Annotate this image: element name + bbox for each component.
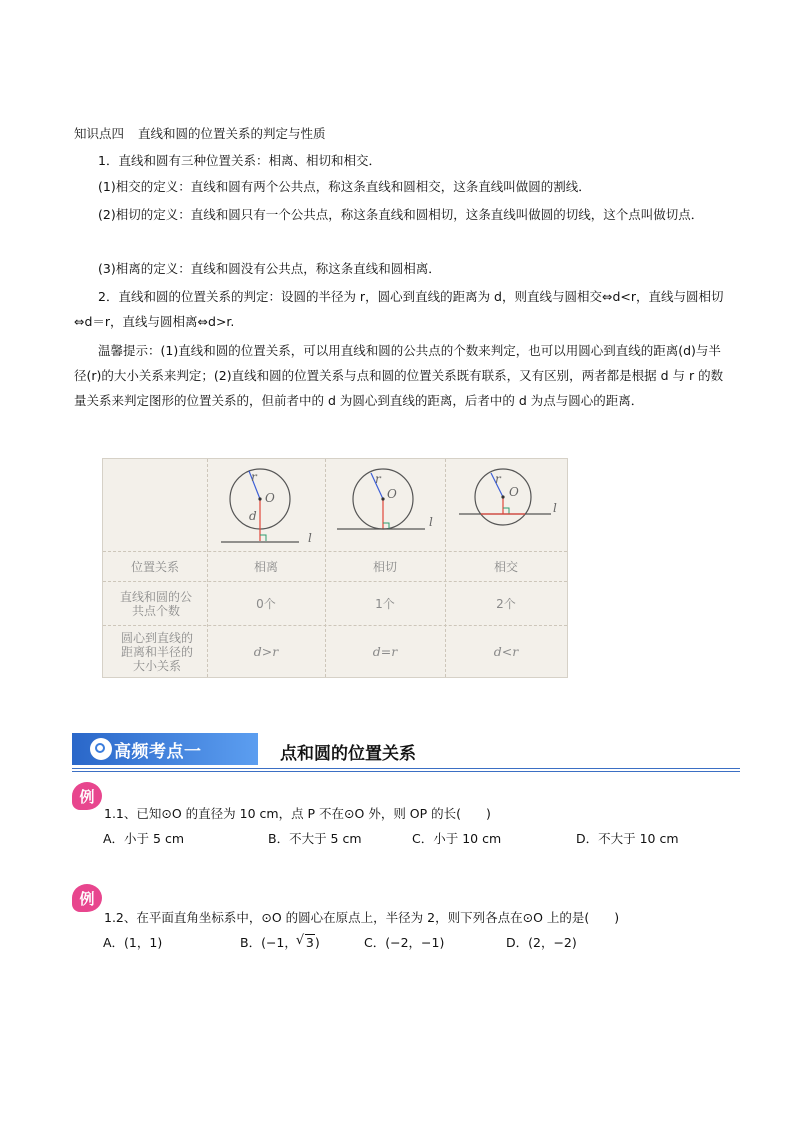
diagram-separate <box>213 463 323 549</box>
label-d-1: d <box>249 509 257 523</box>
relation-separate: 相离 <box>253 559 278 574</box>
section-title: 直线和圆的位置关系的判定与性质 <box>138 126 326 141</box>
example-1-option-b: B．不大于 5 cm <box>268 831 362 846</box>
label-o-3: O <box>509 485 519 499</box>
example-2-option-c: C．(−2，−1) <box>364 935 445 950</box>
relation-intersect: 相交 <box>493 559 518 574</box>
label-r-3: r <box>495 472 501 486</box>
points-tangent: 1个 <box>375 596 395 611</box>
paragraph-3: (2)相切的定义：直线和圆只有一个公共点，称这条直线和圆相切，这条直线叫做圆的切线，这个点叫做切点． <box>98 207 704 222</box>
paragraph-6: 温馨提示：(1)直线和圆的位置关系，可以用直线和圆的公共点的个数来判定，也可以用圆心到直线的距离(d)与半径(r)的大小关系来判定；(2)直线和圆的位置关系与点和圆的位置关系既有联系，又有区别，两者都是根据 d 与 r 的数量关系来判定图形的位置关系的，但前者中的 d 为圆心到直线的距离，后者中的 d 为点与圆心的距离． <box>74 343 724 408</box>
example-1-option-c: C．小于 10 cm <box>412 831 502 846</box>
topic-banner <box>72 730 740 772</box>
paragraph-4: (3)相离的定义：直线和圆没有公共点，称这条直线和圆相离． <box>98 261 441 276</box>
paragraph-5: 2．直线和圆的位置关系的判定：设圆的半径为 r，圆心到直线的距离为 d，则直线与圆相交⇔d<r，直线与圆相切⇔d＝r，直线与圆相离⇔d>r. <box>74 289 724 329</box>
example-badge-2: 例 <box>72 884 102 912</box>
banner-tag <box>72 733 258 765</box>
diagram-tangent <box>331 463 441 549</box>
paragraph-1: 1．直线和圆有三种位置关系：相离、相切和相交． <box>98 153 381 168</box>
row-header-relation: 位置关系 <box>130 559 179 574</box>
line-circle-figure <box>102 458 568 678</box>
section-label: 知识点四 <box>74 126 125 141</box>
sqrt-symbol <box>297 935 315 950</box>
paragraph-2: (1)相交的定义：直线和圆有两个公共点，称这条直线和圆相交，这条直线叫做圆的割线． <box>98 179 591 194</box>
label-l-2: l <box>429 515 433 529</box>
points-intersect: 2个 <box>496 596 516 611</box>
example-2-option-b-radicand: 3 <box>305 935 314 950</box>
example-2-option-d: D．(2，−2) <box>506 935 577 950</box>
compare-tangent: d=r <box>372 644 398 659</box>
example-1-option-d: D．不大于 10 cm <box>576 831 679 846</box>
label-l-3: l <box>553 501 557 515</box>
row-header-points: 直线和圆的公共点个数 <box>119 589 192 618</box>
example-badge-1: 例 <box>72 782 102 810</box>
example-1-option-a: A．小于 5 cm <box>103 831 184 846</box>
row-header-compare: 圆心到直线的距离和半径的大小关系 <box>120 631 193 673</box>
example-2-option-a: A．(1，1) <box>103 935 163 950</box>
label-o-2: O <box>387 487 397 501</box>
diagram-intersect <box>451 463 567 549</box>
label-r-2: r <box>375 472 381 486</box>
compare-separate: d>r <box>253 644 279 659</box>
example-1-question: 1.1、已知⊙O 的直径为 10 cm，点 P 不在⊙O 外，则 OP 的长( ) <box>104 806 491 821</box>
banner-tag-text: 高频考点一 <box>114 741 202 762</box>
label-l-1: l <box>308 531 312 545</box>
example-2-option-b <box>240 933 320 951</box>
example-2-question: 1.2、在平面直角坐标系中，⊙O 的圆心在原点上，半径为 2，则下列各点在⊙O 上的是( ) <box>104 910 620 925</box>
example-2-option-b-close: ) <box>314 935 320 950</box>
compare-intersect: d<r <box>493 644 519 659</box>
example-2-option-b-start: B．(−1， <box>240 935 297 950</box>
label-r-1: r <box>251 470 257 484</box>
section-heading <box>74 124 326 142</box>
banner-title: 点和圆的位置关系 <box>280 744 416 764</box>
magnifier-icon <box>90 738 112 760</box>
points-separate: 0个 <box>256 596 276 611</box>
label-o-1: O <box>265 491 275 505</box>
relation-tangent: 相切 <box>372 559 397 574</box>
